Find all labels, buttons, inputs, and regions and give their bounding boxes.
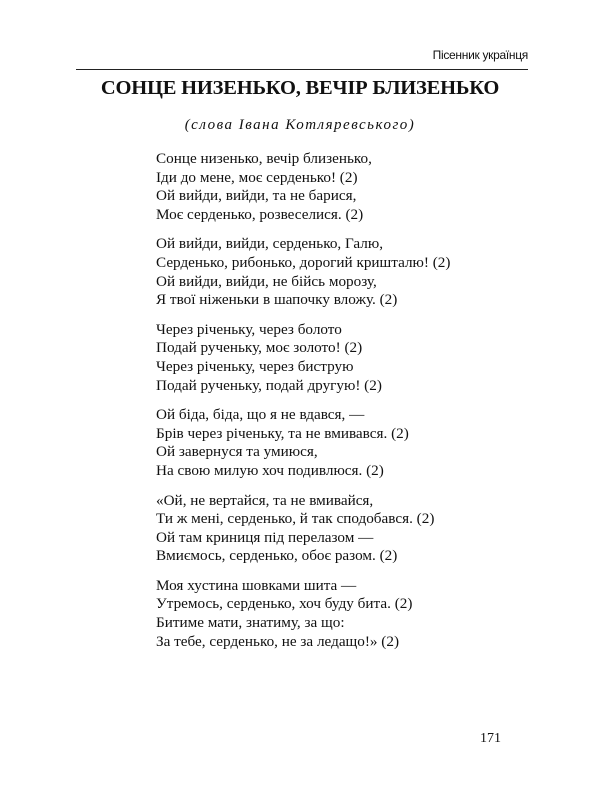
poem-line: Ой там криниця під перелазом — xyxy=(156,528,374,546)
stanza xyxy=(156,235,450,309)
poem-line: Ой вийди, вийди, серденько, Галю, xyxy=(156,235,384,253)
stanza xyxy=(156,150,450,224)
stanza xyxy=(156,577,450,651)
poem-line: Ой вийди, вийди, не бійсь морозу, xyxy=(156,272,377,290)
poem-line: За тебе, серденько, не за ледащо!» (2) xyxy=(156,632,399,650)
song-author: (слова Івана Котляревського) xyxy=(184,117,416,133)
poem-line: Подай рученьку, моє золото! (2) xyxy=(156,339,363,357)
poem-line: Утремось, серденько, хоч буду бита. (2) xyxy=(156,595,413,613)
stanza xyxy=(156,321,450,395)
poem-line: Ой завернуся та умиюся, xyxy=(156,443,318,461)
poem-line: Ой вийди, вийди, та не барися, xyxy=(156,187,357,205)
header-divider xyxy=(76,69,528,70)
poem-line: Моє серденько, розвеселися. (2) xyxy=(156,205,364,223)
poem-line: Брів через річеньку, та не вмивався. (2) xyxy=(156,424,409,442)
poem-line: Ти ж мені, серденько, й так сподобався. (2) xyxy=(156,510,435,528)
poem-line: Битиме мати, знатиму, за що: xyxy=(156,614,345,632)
poem-line: Моя хустина шовками шита — xyxy=(156,576,357,594)
stanza xyxy=(156,406,450,480)
poem-line: Іди до мене, моє серденько! (2) xyxy=(156,168,358,186)
poem-line: Через річеньку, через болото xyxy=(156,320,342,338)
song-title: СОНЦЕ НИЗЕНЬКО, ВЕЧІР БЛИЗЕНЬКО xyxy=(100,77,500,99)
poem-line: Серденько, рибонько, дорогий кришталю! (2) xyxy=(156,253,451,271)
poem-line: «Ой, не вертайся, та не вмивайся, xyxy=(156,491,374,509)
poem-line: Вмиємось, серденько, обоє разом. (2) xyxy=(156,547,398,565)
poem-body xyxy=(156,150,450,662)
running-header: Пісенник українця xyxy=(432,48,528,62)
poem-line: На свою милую хоч подивлюся. (2) xyxy=(156,461,384,479)
poem-line: Сонце низенько, вечір близенько, xyxy=(156,150,372,167)
stanza xyxy=(156,492,450,566)
poem-line: Через річеньку, через биструю xyxy=(156,357,354,375)
page-number: 171 xyxy=(480,731,501,746)
poem-line: Ой біда, біда, що я не вдався, — xyxy=(156,406,365,424)
poem-line: Подай рученьку, подай другую! (2) xyxy=(156,376,382,394)
poem-line: Я твої ніженьки в шапочку вложу. (2) xyxy=(156,291,398,309)
